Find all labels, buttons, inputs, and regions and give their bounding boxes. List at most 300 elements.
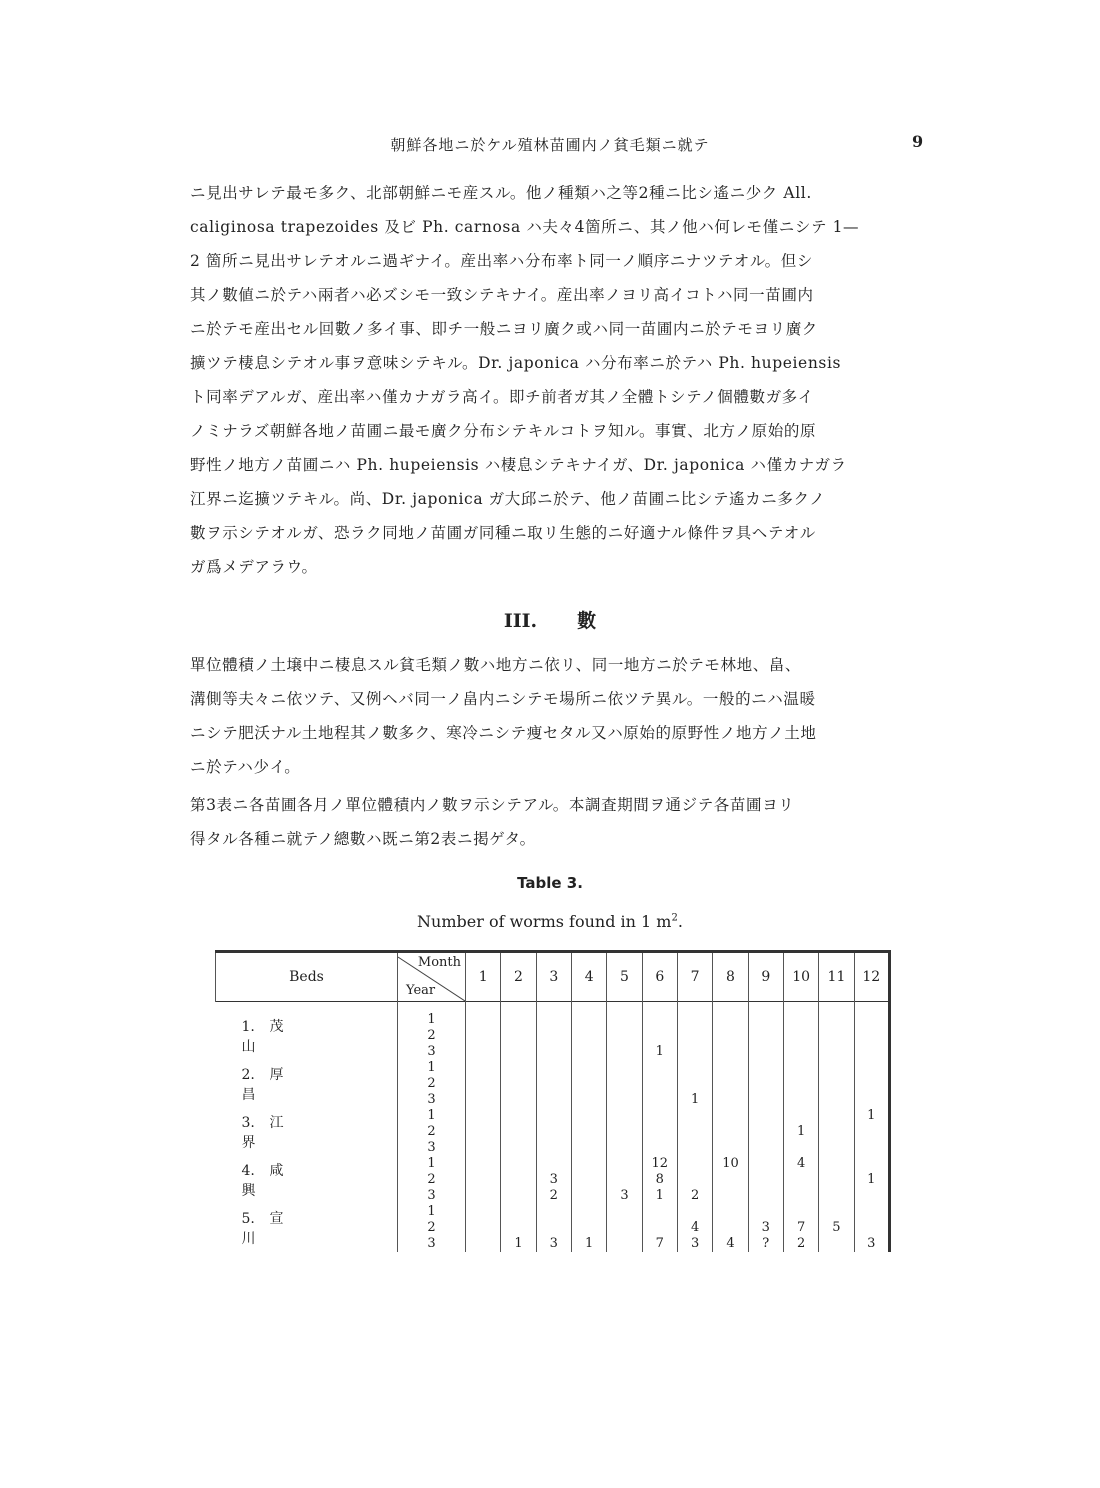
- value-cell: [642, 1108, 677, 1156]
- count-value: [784, 1028, 818, 1044]
- count-value: [466, 1140, 500, 1156]
- count-value: [819, 1140, 853, 1156]
- year-cell: [398, 1060, 466, 1108]
- value-cell: [501, 1156, 536, 1204]
- count-value: [819, 1092, 853, 1108]
- count-value: [855, 1044, 888, 1060]
- text-line: 得タル各種ニ就テノ總數ハ既ニ第2表ニ掲ゲタ。: [190, 830, 536, 848]
- count-value: [855, 1092, 888, 1108]
- table-header-row: [216, 952, 890, 1002]
- worms-table: [215, 950, 891, 1252]
- count-value: [607, 1060, 641, 1076]
- count-value: [855, 1188, 888, 1204]
- value-cell: [607, 1002, 642, 1061]
- count-value: [572, 1124, 606, 1140]
- count-value: [537, 1044, 571, 1060]
- bed-name2: 山: [241, 1039, 256, 1055]
- year-cell: [398, 1002, 466, 1061]
- month-label: Month: [417, 955, 461, 970]
- count-value: [749, 1060, 783, 1076]
- count-value: [819, 1124, 853, 1140]
- count-value: [537, 1060, 571, 1076]
- month-header: 6: [642, 952, 677, 1002]
- count-value: [643, 1092, 677, 1108]
- value-cell: [713, 1108, 748, 1156]
- month-header: 11: [819, 952, 854, 1002]
- count-value: 12: [651, 1156, 669, 1171]
- year-value: 2: [427, 1124, 436, 1139]
- count-value: 2: [796, 1236, 806, 1251]
- value-cell: [748, 1060, 783, 1108]
- count-value: 3: [761, 1220, 770, 1235]
- count-value: 1: [690, 1092, 700, 1107]
- bed-num: 3.: [241, 1115, 255, 1131]
- year-value: 2: [427, 1076, 436, 1091]
- value-cell: [713, 1204, 748, 1252]
- count-value: [572, 1092, 606, 1108]
- count-value: [607, 1028, 641, 1044]
- count-value: [749, 1124, 783, 1140]
- bed-name2: 界: [241, 1135, 256, 1151]
- section-title: 數: [577, 610, 597, 632]
- count-value: [678, 1204, 712, 1220]
- bed-cell: [216, 1204, 398, 1252]
- running-head: 朝鮮各地ニ於ケル殖林苗圃内ノ貧毛類ニ就テ: [390, 136, 710, 154]
- value-cell: [854, 1002, 889, 1061]
- year-cell: [398, 1156, 466, 1204]
- count-value: [466, 1220, 500, 1236]
- count-value: [643, 1124, 677, 1140]
- bed-name1: 咸: [269, 1163, 284, 1179]
- value-cell: [536, 1002, 571, 1061]
- count-value: [466, 1124, 500, 1140]
- caption-text: Number of worms found in 1 m: [417, 912, 672, 931]
- count-value: [749, 1204, 783, 1220]
- count-value: [501, 1220, 535, 1236]
- count-value: [749, 1044, 783, 1060]
- count-value: ?: [762, 1236, 770, 1251]
- value-cell: [819, 1204, 854, 1252]
- count-value: [537, 1220, 571, 1236]
- count-value: [713, 1060, 747, 1076]
- table-label: Table 3.: [517, 874, 583, 892]
- text-line: ニシテ肥沃ナル土地程其ノ數多ク、寒冷ニシテ痩セタル又ハ原始的原野性ノ地方ノ土地: [190, 724, 817, 742]
- bed-name2: 川: [241, 1231, 256, 1247]
- table-row: [216, 1204, 890, 1252]
- count-value: [819, 1188, 853, 1204]
- count-value: [678, 1172, 712, 1188]
- count-value: [819, 1076, 853, 1092]
- count-value: [501, 1140, 535, 1156]
- count-value: [501, 1172, 535, 1188]
- value-cell: [854, 1156, 889, 1204]
- month-header: 12: [854, 952, 889, 1002]
- count-value: [572, 1188, 606, 1204]
- count-value: [713, 1124, 747, 1140]
- count-value: [855, 1204, 888, 1220]
- count-value: [784, 1044, 818, 1060]
- value-cell: [571, 1204, 606, 1252]
- month-header: 8: [713, 952, 748, 1002]
- beds-header: Beds: [216, 952, 398, 1002]
- count-value: [678, 1124, 712, 1140]
- caption-end: .: [677, 912, 683, 931]
- value-cell: [466, 1204, 501, 1252]
- count-value: [749, 1076, 783, 1092]
- count-value: [819, 1012, 853, 1028]
- value-cell: [501, 1204, 536, 1252]
- count-value: [749, 1188, 783, 1204]
- value-cell: [642, 1002, 677, 1061]
- value-cell: [677, 1204, 712, 1252]
- count-value: [784, 1108, 818, 1124]
- text-line: 其ノ數値ニ於テハ兩者ハ必ズシモ一致シテキナイ。産出率ノヨリ高イコトハ同一苗圃内: [190, 286, 814, 304]
- count-value: [572, 1156, 606, 1172]
- month-header: 10: [783, 952, 818, 1002]
- value-cell: [501, 1108, 536, 1156]
- value-cell: [713, 1060, 748, 1108]
- count-value: [819, 1236, 853, 1252]
- count-value: [713, 1204, 747, 1220]
- count-value: [607, 1156, 641, 1172]
- count-value: 7: [655, 1236, 664, 1251]
- count-value: [713, 1076, 747, 1092]
- count-value: [501, 1188, 535, 1204]
- count-value: [466, 1060, 500, 1076]
- text-line: 擴ツテ棲息シテオル事ヲ意味シテキル。Dr. japonica ハ分布率ニ於テハ Ph. hupeiensis: [190, 354, 842, 372]
- count-value: 1: [655, 1044, 664, 1059]
- caption-superscript: 2: [671, 912, 678, 924]
- count-value: [643, 1220, 677, 1236]
- value-cell: [607, 1204, 642, 1252]
- value-cell: [501, 1060, 536, 1108]
- year-value: 1: [427, 1012, 436, 1027]
- count-value: [784, 1092, 818, 1108]
- year-value: 3: [427, 1236, 436, 1251]
- bed-name1: 江: [269, 1115, 284, 1131]
- count-value: [784, 1076, 818, 1092]
- count-value: 1: [655, 1188, 664, 1203]
- count-value: [466, 1044, 500, 1060]
- count-value: 4: [796, 1156, 806, 1171]
- bed-num: 1.: [241, 1019, 255, 1035]
- month-header: 2: [501, 952, 536, 1002]
- value-cell: [501, 1002, 536, 1061]
- bed-cell: [216, 1002, 398, 1061]
- value-cell: [571, 1002, 606, 1061]
- table-row: [216, 1156, 890, 1204]
- count-value: 1: [867, 1108, 876, 1123]
- section-numeral: III.: [503, 610, 538, 632]
- text-line: 江界ニ迄擴ツテキル。尚、Dr. japonica ガ大邱ニ於テ、他ノ苗圃ニ比シテ遙カニ多クノ: [190, 490, 826, 508]
- text-line: ニ見出サレテ最モ多ク、北部朝鮮ニモ産スル。他ノ種類ハ之等2種ニ比シ遙ニ少ク All.: [190, 184, 812, 202]
- page-number: 9: [912, 132, 924, 151]
- count-value: [466, 1092, 500, 1108]
- count-value: [572, 1172, 606, 1188]
- count-value: [713, 1108, 747, 1124]
- year-value: 3: [427, 1140, 436, 1155]
- bed-num: 5.: [241, 1211, 255, 1227]
- count-value: 2: [690, 1188, 700, 1203]
- paragraph-3: [190, 788, 914, 856]
- month-header: 4: [571, 952, 606, 1002]
- count-value: 3: [549, 1236, 558, 1251]
- count-value: [643, 1140, 677, 1156]
- count-value: [537, 1124, 571, 1140]
- value-cell: [748, 1108, 783, 1156]
- count-value: [678, 1140, 712, 1156]
- count-value: [501, 1156, 535, 1172]
- count-value: [784, 1140, 818, 1156]
- count-value: [819, 1172, 853, 1188]
- count-value: [749, 1172, 783, 1188]
- count-value: [501, 1092, 535, 1108]
- value-cell: [783, 1156, 818, 1204]
- count-value: [466, 1172, 500, 1188]
- paragraph-2: [190, 648, 914, 784]
- count-value: 7: [796, 1220, 806, 1235]
- year-value: 3: [427, 1092, 436, 1107]
- count-value: [501, 1044, 535, 1060]
- count-value: [713, 1012, 747, 1028]
- count-value: [749, 1108, 783, 1124]
- value-cell: [748, 1156, 783, 1204]
- year-label: Year: [406, 983, 436, 998]
- year-value: 1: [427, 1108, 436, 1123]
- count-value: [572, 1204, 606, 1220]
- text-line: ニ於テハ少イ。: [190, 758, 301, 776]
- count-value: [501, 1108, 535, 1124]
- count-value: [643, 1028, 677, 1044]
- count-value: [466, 1108, 500, 1124]
- value-cell: [466, 1156, 501, 1204]
- bed-num: 4.: [241, 1163, 255, 1179]
- count-value: [819, 1204, 853, 1220]
- bed-cell: [216, 1156, 398, 1204]
- count-value: 3: [620, 1188, 629, 1203]
- count-value: [784, 1012, 818, 1028]
- bed-cell: [216, 1108, 398, 1156]
- year-cell: [398, 1108, 466, 1156]
- count-value: [678, 1076, 712, 1092]
- year-value: 1: [427, 1156, 436, 1171]
- count-value: [713, 1220, 747, 1236]
- count-value: 4: [690, 1220, 700, 1235]
- count-value: [713, 1188, 747, 1204]
- count-value: [819, 1044, 853, 1060]
- count-value: [819, 1156, 853, 1172]
- count-value: [572, 1220, 606, 1236]
- bed-name2: 昌: [241, 1087, 256, 1103]
- value-cell: [854, 1060, 889, 1108]
- value-cell: [748, 1204, 783, 1252]
- value-cell: [466, 1002, 501, 1061]
- count-value: 4: [726, 1236, 735, 1251]
- count-value: 1: [867, 1172, 876, 1187]
- count-value: 2: [549, 1188, 558, 1203]
- count-value: 8: [655, 1172, 664, 1187]
- count-value: [784, 1188, 818, 1204]
- count-value: 3: [867, 1236, 876, 1251]
- count-value: [537, 1028, 571, 1044]
- count-value: [643, 1204, 677, 1220]
- value-cell: [642, 1156, 677, 1204]
- count-value: [607, 1124, 641, 1140]
- count-value: 3: [549, 1172, 558, 1187]
- bed-name2: 興: [241, 1183, 256, 1199]
- year-value: 1: [427, 1204, 436, 1219]
- value-cell: [571, 1156, 606, 1204]
- count-value: [855, 1076, 888, 1092]
- bed-name1: 宣: [269, 1211, 284, 1227]
- value-cell: [466, 1108, 501, 1156]
- value-cell: [607, 1060, 642, 1108]
- count-value: [819, 1028, 853, 1044]
- count-value: [855, 1028, 888, 1044]
- count-value: [607, 1204, 641, 1220]
- count-value: [466, 1236, 500, 1252]
- count-value: [537, 1140, 571, 1156]
- bed-name1: 厚: [269, 1067, 284, 1083]
- value-cell: [819, 1060, 854, 1108]
- count-value: [572, 1108, 606, 1124]
- count-value: [784, 1060, 818, 1076]
- year-value: 1: [427, 1060, 436, 1075]
- value-cell: [819, 1002, 854, 1061]
- count-value: [819, 1060, 853, 1076]
- count-value: [607, 1220, 641, 1236]
- count-value: [607, 1140, 641, 1156]
- count-value: [713, 1140, 747, 1156]
- count-value: [713, 1172, 747, 1188]
- count-value: 3: [690, 1236, 700, 1251]
- count-value: [643, 1076, 677, 1092]
- section-heading: [0, 606, 1100, 633]
- value-cell: [536, 1060, 571, 1108]
- bed-cell: [216, 1060, 398, 1108]
- count-value: [501, 1076, 535, 1092]
- text-line: 野性ノ地方ノ苗圃ニハ Ph. hupeiensis ハ棲息シテキナイガ、Dr. japonica ハ僅カナガラ: [190, 456, 847, 474]
- value-cell: [713, 1156, 748, 1204]
- value-cell: [854, 1108, 889, 1156]
- count-value: [537, 1076, 571, 1092]
- count-value: [537, 1156, 571, 1172]
- value-cell: [854, 1204, 889, 1252]
- count-value: [643, 1108, 677, 1124]
- count-value: [749, 1012, 783, 1028]
- text-line: 單位體積ノ土壌中ニ棲息スル貧毛類ノ數ハ地方ニ依リ、同一地方ニ於テモ林地、畠、: [190, 656, 802, 674]
- count-value: [784, 1204, 818, 1220]
- count-value: [678, 1108, 712, 1124]
- count-value: [713, 1092, 747, 1108]
- bed-name1: 茂: [269, 1019, 284, 1035]
- text-line: ノミナラズ朝鮮各地ノ苗圃ニ最モ廣ク分布シテキルコトヲ知ル。事實、北方ノ原始的原: [190, 422, 817, 440]
- text-line: ト同率デアルガ、産出率ハ僅カナガラ高イ。即チ前者ガ其ノ全體トシテノ個體數ガ多イ: [190, 388, 814, 406]
- table-row: [216, 1108, 890, 1156]
- count-value: [572, 1012, 606, 1028]
- count-value: [537, 1108, 571, 1124]
- value-cell: [677, 1002, 712, 1061]
- count-value: [678, 1156, 712, 1172]
- count-value: [678, 1044, 712, 1060]
- count-value: [607, 1108, 641, 1124]
- value-cell: [536, 1156, 571, 1204]
- count-value: [607, 1044, 641, 1060]
- value-cell: [571, 1108, 606, 1156]
- year-value: 3: [427, 1188, 436, 1203]
- text-line: ガ爲メデアラウ。: [190, 558, 318, 576]
- count-value: [572, 1044, 606, 1060]
- month-header: 9: [748, 952, 783, 1002]
- count-value: [643, 1012, 677, 1028]
- value-cell: [607, 1156, 642, 1204]
- paragraph-1: [190, 176, 914, 584]
- value-cell: [748, 1002, 783, 1061]
- count-value: [855, 1012, 888, 1028]
- value-cell: [677, 1108, 712, 1156]
- value-cell: [642, 1060, 677, 1108]
- value-cell: [536, 1108, 571, 1156]
- count-value: [537, 1204, 571, 1220]
- value-cell: [783, 1204, 818, 1252]
- count-value: 1: [585, 1236, 594, 1251]
- value-cell: [642, 1204, 677, 1252]
- count-value: [607, 1172, 641, 1188]
- count-value: [466, 1076, 500, 1092]
- count-value: [855, 1060, 888, 1076]
- bed-num: 2.: [241, 1067, 255, 1083]
- count-value: [466, 1028, 500, 1044]
- count-value: [678, 1012, 712, 1028]
- count-value: 1: [796, 1124, 806, 1139]
- count-value: [713, 1044, 747, 1060]
- month-header: 3: [536, 952, 571, 1002]
- count-value: [643, 1060, 677, 1076]
- value-cell: [819, 1156, 854, 1204]
- value-cell: [571, 1060, 606, 1108]
- count-value: [501, 1060, 535, 1076]
- table-row: [216, 1060, 890, 1108]
- count-value: 10: [722, 1156, 739, 1171]
- month-header: 7: [677, 952, 712, 1002]
- year-value: 3: [427, 1044, 436, 1059]
- month-header: 1: [466, 952, 501, 1002]
- count-value: [819, 1108, 853, 1124]
- count-value: [466, 1204, 500, 1220]
- text-line: caliginosa trapezoides 及ビ Ph. carnosa ハ夫々4箇所ニ、其ノ他ハ何レモ僅ニシテ 1—: [190, 218, 860, 236]
- value-cell: [783, 1002, 818, 1061]
- text-line: 第3表ニ各苗圃各月ノ單位體積内ノ數ヲ示シテアル。本調査期間ヲ通ジテ各苗圃ヨリ: [190, 796, 795, 814]
- count-value: [678, 1060, 712, 1076]
- value-cell: [783, 1060, 818, 1108]
- value-cell: [677, 1060, 712, 1108]
- month-header: 5: [607, 952, 642, 1002]
- count-value: [784, 1172, 818, 1188]
- text-line: 溝側等夫々ニ依ツテ、又例ヘバ同一ノ畠内ニシテモ場所ニ依ツテ異ル。一般的ニハ温暖: [190, 690, 816, 708]
- count-value: [607, 1092, 641, 1108]
- count-value: [855, 1140, 888, 1156]
- count-value: [572, 1060, 606, 1076]
- count-value: [466, 1188, 500, 1204]
- count-value: [572, 1076, 606, 1092]
- year-value: 2: [427, 1028, 436, 1043]
- count-value: [749, 1092, 783, 1108]
- count-value: [466, 1012, 500, 1028]
- count-value: [501, 1012, 535, 1028]
- value-cell: [607, 1108, 642, 1156]
- table-caption: [0, 912, 1100, 931]
- text-line: ニ於テモ産出セル回數ノ多イ事、即チ一般ニヨリ廣ク或ハ同一苗圃内ニ於テモヨリ廣ク: [190, 320, 818, 338]
